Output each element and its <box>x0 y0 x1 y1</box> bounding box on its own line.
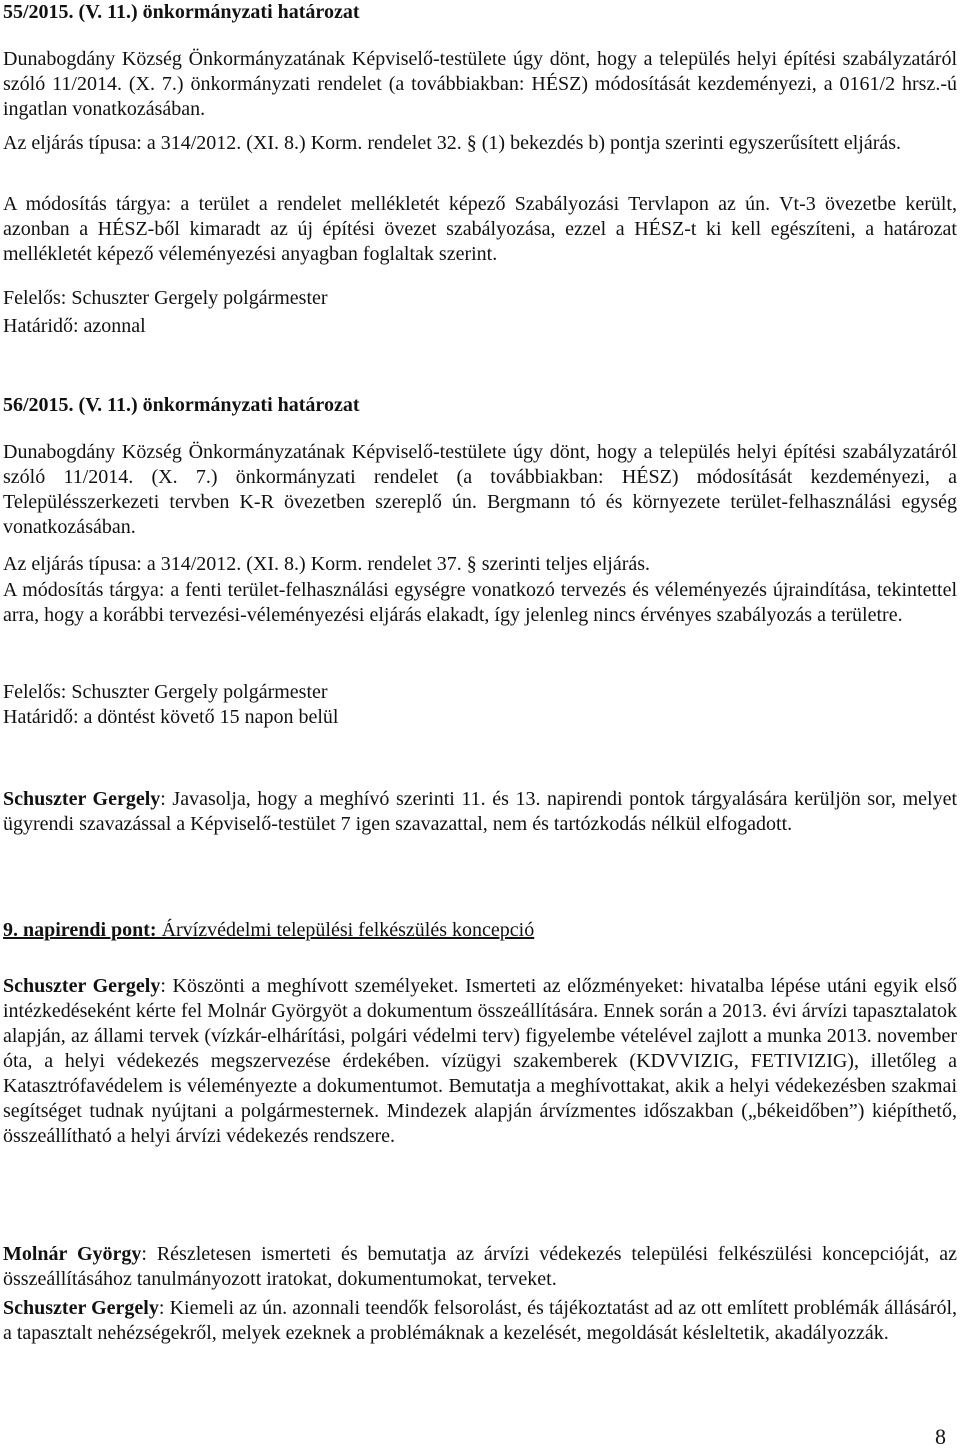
resolution-56-body: Dunabogdány Község Önkormányzatának Képviselő-testülete úgy dönt, hogy a település helyi építési szabályzatáról szóló 11/2014. (X. 7.) önkormányzati rendelet (a továbbiakban: HÉSZ) módosítását kezdeményezi, a Településszerkezeti tervben K-R övezetben szereplő ún. Bergmann tó és környezete terület-felhasználási egység vonatkozásában. <box>3 441 957 538</box>
resolution-55-deadline: Határidő: azonnal <box>3 315 146 337</box>
paragraph-text: : Kiemeli az ún. azonnali teendők felsorolást, és tájékoztatást ad az ott említett problémák állásáról, a tapasztalt nehézségekről, melyek ezeknek a problémáknak a kezelését, megoldását késleltetik, akadályozzák. <box>3 1297 957 1344</box>
speaker-name: Schuszter Gergely <box>3 788 161 810</box>
resolution-56-title: 56/2015. (V. 11.) önkormányzati határozat <box>3 394 360 416</box>
vote-paragraph <box>3 787 957 837</box>
resolution-56-procedure: Az eljárás típusa: a 314/2012. (XI. 8.) Korm. rendelet 37. § szerinti teljes eljárás. <box>3 553 651 575</box>
agenda-item-label: 9. napirendi pont: <box>3 919 157 941</box>
resolution-55-responsible: Felelős: Schuszter Gergely polgármester <box>3 287 328 309</box>
resolution-55-title: 55/2015. (V. 11.) önkormányzati határozat <box>3 1 360 23</box>
resolution-56-deadline: Határidő: a döntést követő 15 napon belül <box>3 706 339 728</box>
resolution-55-body: Dunabogdány Község Önkormányzatának Képviselő-testülete úgy dönt, hogy a település helyi építési szabályzatáról szóló 11/2014. (X. 7.) önkormányzati rendelet (a továbbiakban: HÉSZ) módosítását kezdeményezi, a 0161/2 hrsz.-ú ingatlan vonatkozásában. <box>3 48 957 120</box>
paragraph-text: : Részletesen ismerteti és bemutatja az árvízi védekezés települési felkészülési koncepcióját, az összeállításához tanulmányozott iratokat, dokumentumokat, terveket. <box>3 1243 957 1290</box>
discussion-paragraph-2 <box>3 1242 957 1292</box>
paragraph-text: : Köszönti a meghívott személyeket. Ismerteti az előzményeket: hivatalba lépése utáni egyik első intézkedéseként kérte fel Molnár Györgyöt a dokumentum összeállítására. Ennek során a 2013. évi árvízi tapasztalatok alapján, az állami tervek (vízkár-elhárítási, polgári védelmi terv) figyelembe vételével zajlott a munka 2013. november óta, a helyi védekezés megszervezése érdekében. vízügyi szakemberek (KDVVIZIG, FETIVIZIG), illetőleg a Katasztrófavédelem is véleményezte a dokumentumot. Bemutatja a meghívottakat, akik a helyi védekezésben szakmai segítséget tudnak nyújtani a polgármesternek. Mindezek alapján árvízmentes időszakban („békeidőben”) kiépíthető, összeállítható a helyi árvízi védekezés rendszere. <box>3 975 958 1147</box>
agenda-item-title: Árvízvédelmi települési felkészülés koncepció <box>156 919 535 941</box>
discussion-paragraph-3 <box>3 1296 957 1346</box>
speaker-name: Molnár György <box>3 1243 142 1265</box>
paragraph-text: : Javasolja, hogy a meghívó szerinti 11. és 13. napirendi pontok tárgyalására kerüljön sor, melyet ügyrendi szavazással a Képviselő-testület 7 igen szavazattal, nem és tartózkodás nélkül elfogadott. <box>3 788 958 835</box>
resolution-55-subject: A módosítás tárgya: a terület a rendelet mellékletét képező Szabályozási Tervlapon az ún. Vt-3 övezetbe került, azonban a HÉSZ-ből kimaradt az új építési övezet szabályozása, ezzel a HÉSZ-t ki kell egészíteni, a határozat mellékletét képező véleményezési anyagban foglaltak szerint. <box>3 193 957 265</box>
speaker-name: Schuszter Gergely <box>3 1297 159 1319</box>
resolution-56-responsible: Felelős: Schuszter Gergely polgármester <box>3 681 328 703</box>
resolution-55-procedure: Az eljárás típusa: a 314/2012. (XI. 8.) Korm. rendelet 32. § (1) bekezdés b) pontja szerinti egyszerűsített eljárás. <box>3 132 902 154</box>
agenda-item-heading <box>3 918 957 943</box>
speaker-name: Schuszter Gergely <box>3 975 161 997</box>
resolution-56-subject: A módosítás tárgya: a fenti terület-felhasználási egységre vonatkozó tervezés és véleményezés újraindítása, tekintettel arra, hogy a korábbi tervezési-véleményezési eljárás elakadt, így jelenleg nincs érvényes szabályozás a területre. <box>3 579 957 626</box>
discussion-paragraph-1 <box>3 974 957 1149</box>
page-number: 8 <box>935 1424 946 1449</box>
